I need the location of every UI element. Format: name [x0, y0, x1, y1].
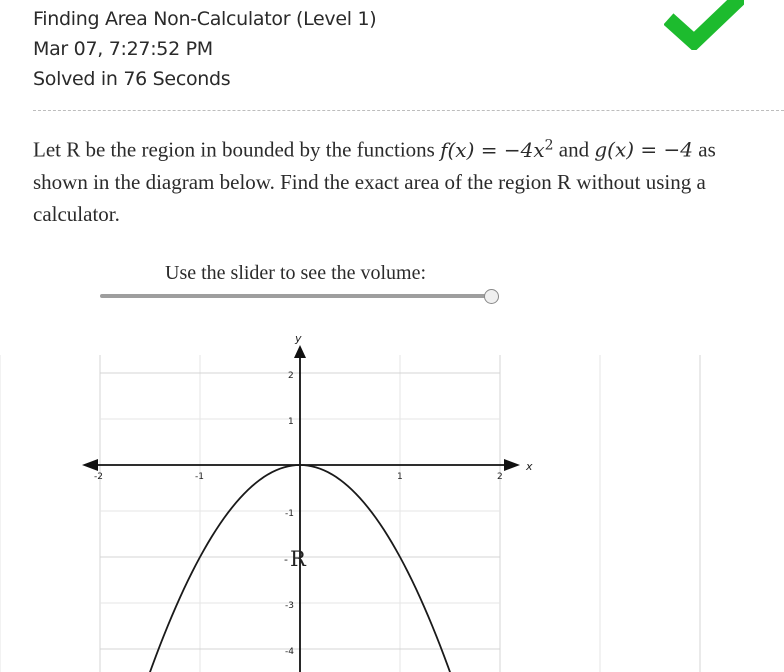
x-axis-right-arrow [504, 459, 520, 471]
problem-header [33, 4, 376, 94]
graph [0, 320, 784, 672]
grid [0, 355, 700, 672]
timestamp: Mar 07, 7:27:52 PM [33, 38, 213, 60]
divider [33, 110, 784, 111]
y-tick-label: -1 [285, 509, 294, 519]
x-axis-left-arrow [82, 459, 98, 471]
axes [82, 332, 533, 672]
and-text: and [553, 137, 590, 162]
function-f [440, 138, 553, 162]
volume-slider-track[interactable] [100, 294, 492, 298]
y-tick-label: -3 [285, 601, 294, 611]
solve-time: Solved in 76 Seconds [33, 68, 231, 90]
function-g: g(x) = −4 [594, 137, 694, 162]
x-tick-label: -2 [94, 472, 103, 482]
problem-intro: Let R be the region in bounded by the functions [33, 137, 435, 162]
exponent: 2 [544, 137, 554, 153]
problem-text [33, 129, 763, 230]
y-tick-label: 1 [288, 417, 294, 427]
volume-slider-handle[interactable] [484, 289, 499, 304]
x-tick-label: 2 [497, 472, 503, 482]
region-label-prefix: - [284, 553, 288, 566]
y-tick-label: 2 [288, 371, 294, 381]
checkmark-icon [664, 0, 744, 50]
tick-labels [94, 371, 503, 657]
y-axis-label: y [295, 332, 302, 345]
x-tick-label: -1 [195, 472, 204, 482]
problem-rest: as shown in the diagram below. Find the exact area of the region R without using a calculator. [33, 137, 716, 226]
region-label: R [290, 547, 306, 571]
slider-label: Use the slider to see the volume: [165, 262, 427, 284]
x-axis-label: x [526, 460, 533, 473]
x-tick-label: 1 [397, 472, 403, 482]
y-axis-arrow [294, 345, 306, 358]
y-tick-label: -4 [285, 647, 294, 657]
problem-title: Finding Area Non-Calculator (Level 1) [33, 8, 377, 30]
function-f-text: f(x) = −4x [440, 137, 545, 162]
